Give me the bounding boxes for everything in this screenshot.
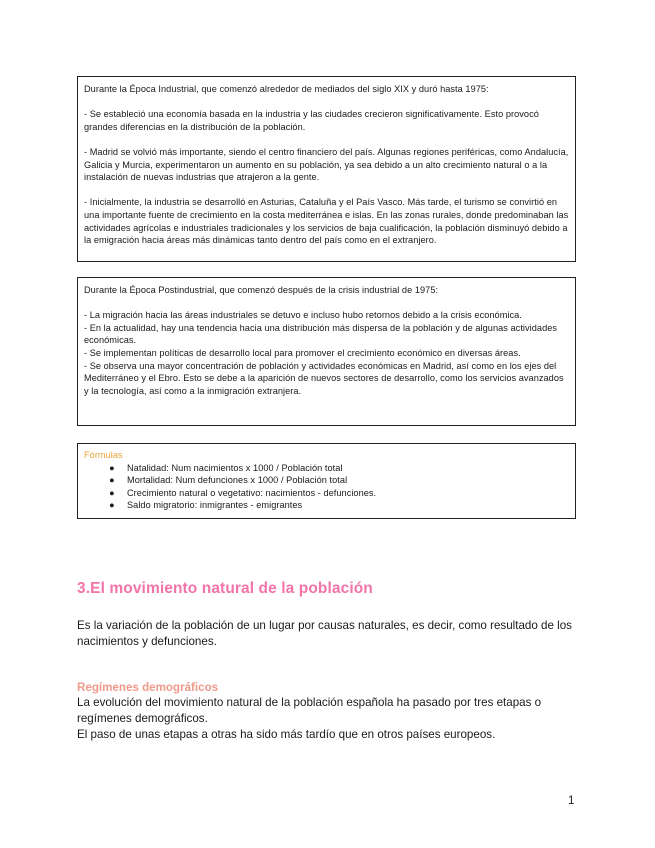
formulas-list xyxy=(84,462,569,512)
subheading-regimenes: Regímenes demográficos xyxy=(77,681,219,694)
bullet-icon: ● xyxy=(109,500,115,511)
formula-item xyxy=(109,499,569,512)
industrial-point-3: - Inicialmente, la industria se desarrolló en Asturias, Cataluña y el País Vasco. Más tarde, el turismo se convirtió en una importante fuente de crecimiento en la costa mediterránea e islas. En las zonas rurales, donde predominaban las actividades agrícolas e industriales tradicionales y los servicios de baja cualificación, la población disminuyó debido a la emigración hacia áreas más dinámicas tanto dentro del país como en el extranjero. xyxy=(84,197,569,246)
regimes-paragraph-1: La evolución del movimiento natural de la población española ha pasado por tres etapas o regímenes demográficos. xyxy=(77,696,542,726)
formula-item xyxy=(109,474,569,487)
formula-saldo-migratorio: Saldo migratorio: inmigrantes - emigrantes xyxy=(127,500,303,511)
formula-item xyxy=(109,462,569,475)
bullet-icon: ● xyxy=(109,487,115,498)
regimes-paragraph xyxy=(77,695,577,744)
bullet-icon: ● xyxy=(109,462,115,473)
formulas-box xyxy=(77,443,576,519)
formula-mortalidad: Mortalidad: Num defunciones x 1000 / Población total xyxy=(127,475,348,486)
postindustrial-point-2: - En la actualidad, hay una tendencia hacia una distribución más dispersa de la población y de algunas actividades económicas. xyxy=(84,322,558,346)
industrial-point-1: - Se estableció una economía basada en la industria y las ciudades crecieron significativamente. Esto provocó grandes diferencias en la distribución de la población. xyxy=(84,109,539,132)
industrial-point-2: - Madrid se volvió más importante, siendo el centro financiero del país. Algunas regiones periféricas, como Andalucía, Galicia y Murcia, experimentaron un aumento en su población, ya sea debido a un alto crecimiento natural o a la instalación de nuevas industrias que atrajeron a la gente. xyxy=(84,146,569,183)
section-intro-paragraph: Es la variación de la población de un lugar por causas naturales, es decir, como resultado de los nacimientos y defunciones. xyxy=(77,619,572,649)
formula-natalidad: Natalidad: Num nacimientos x 1000 / Población total xyxy=(127,462,343,473)
postindustrial-point-4: - Se observa una mayor concentración de población y actividades económicas en Madrid, así como en los ejes del Mediterráneo y el Ebro. Esto se debe a la aparición de nuevos sectores de desarrollo, como los servicios avanzados y la tecnología, así como a la inmigración extranjera. xyxy=(84,360,564,396)
industrial-era-box xyxy=(77,76,576,262)
postindustrial-point-1: - La migración hacia las áreas industriales se detuvo e incluso hubo retornos debido a la crisis económica. xyxy=(84,310,522,321)
section-title: 3.El movimiento natural de la población xyxy=(77,580,373,597)
postindustrial-point-3: - Se implementan políticas de desarrollo local para promover el crecimiento económico en diversas áreas. xyxy=(84,347,521,358)
postindustrial-intro: Durante la Época Postindustrial, que comenzó después de la crisis industrial de 1975: xyxy=(84,285,439,295)
formulas-title: Fórmulas xyxy=(84,450,123,460)
bullet-icon: ● xyxy=(109,475,115,486)
industrial-intro: Durante la Época Industrial, que comenzó alrededor de mediados del siglo XIX y duró hasta 1975: xyxy=(84,84,489,94)
formula-item xyxy=(109,487,569,500)
postindustrial-era-box xyxy=(77,277,576,426)
formula-crecimiento-natural: Crecimiento natural o vegetativo: nacimientos - defunciones. xyxy=(127,487,377,498)
regimes-paragraph-2: El paso de unas etapas a otras ha sido más tardío que en otros países europeos. xyxy=(77,728,496,742)
page-number: 1 xyxy=(568,795,575,807)
